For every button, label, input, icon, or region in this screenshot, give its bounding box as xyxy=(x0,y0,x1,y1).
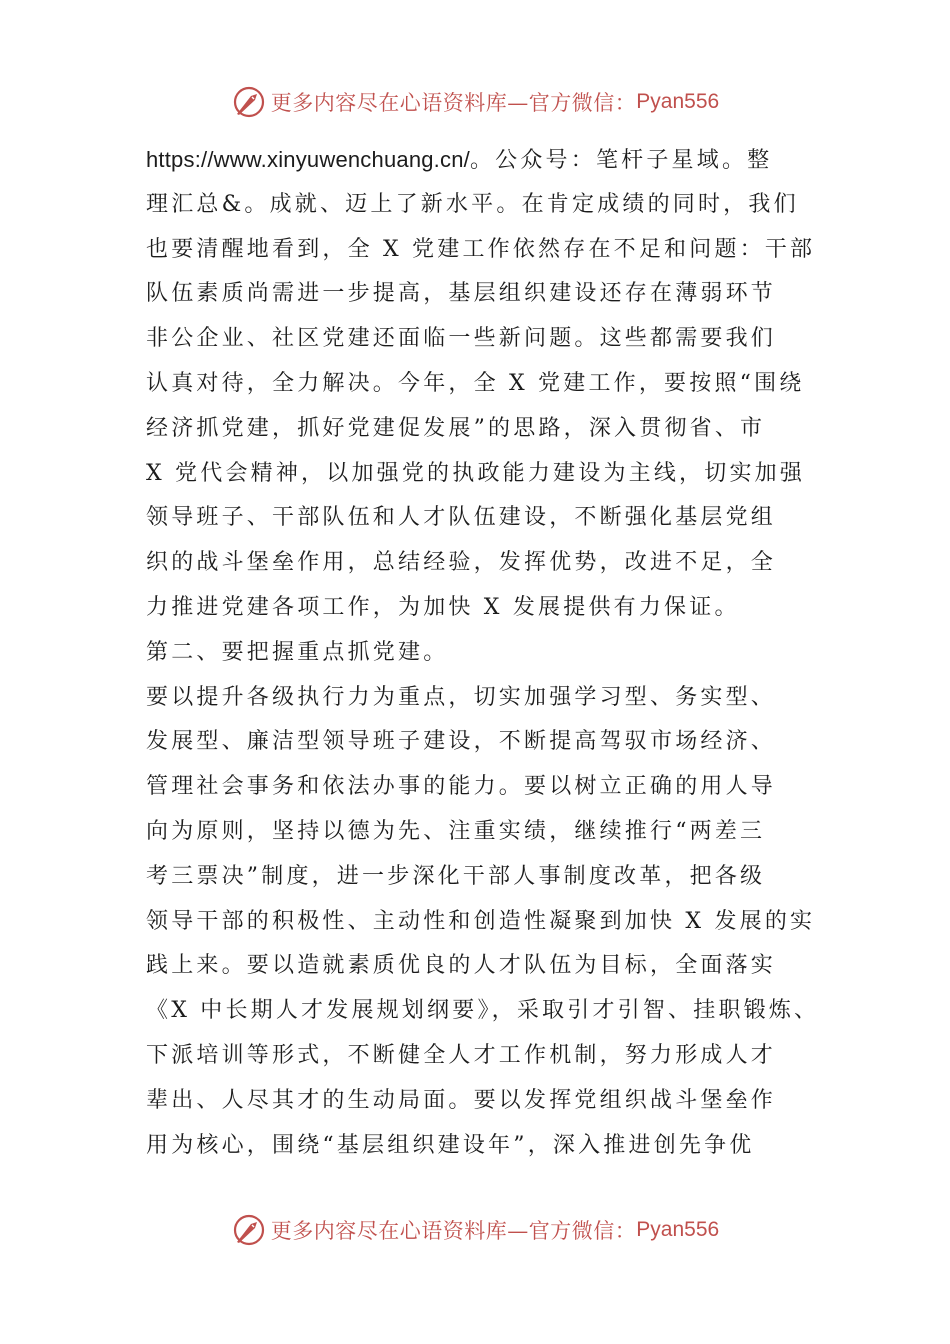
text-line: 向为原则，坚持以德为先、注重实绩，继续推行“两差三 xyxy=(146,818,766,844)
text-line: 践上来。要以造就素质优良的人才队伍为目标，全面落实 xyxy=(146,953,777,979)
website-url: https://www.xinyuwenchuang.cn/ xyxy=(146,147,470,172)
banner-text: 更多内容尽在心语资料库—官方微信： xyxy=(270,91,637,115)
text-line: 要以提升各级执行力为重点，切实加强学习型、务实型、 xyxy=(146,684,777,710)
text-line: 力推进党建各项工作，为加快 X 发展提供有力保证。 xyxy=(146,594,740,620)
footer-banner xyxy=(0,1210,950,1250)
text-line: 下派培训等形式，不断健全人才工作机制，努力形成人才 xyxy=(146,1042,777,1068)
text-line-segment: 。公众号：笔杆子星域。整 xyxy=(469,148,773,173)
banner-wechat-id: Pyan556 xyxy=(636,90,720,113)
pen-nib-logo-icon xyxy=(231,1212,267,1248)
text-line: 领导干部的积极性、主动性和创造性凝聚到加快 X 发展的实 xyxy=(146,908,816,934)
text-line: X 党代会精神，以加强党的执政能力建设为主线，切实加强 xyxy=(146,460,806,486)
text-line: 理汇总&。成就、迈上了新水平。在肯定成绩的同时，我们 xyxy=(146,191,799,217)
banner-wechat-id: Pyan556 xyxy=(636,1218,720,1241)
text-line: 经济抓党建，抓好党建促发展”的思路，深入贯彻省、市 xyxy=(146,415,766,441)
text-line: 也要清醒地看到，全 X 党建工作依然存在不足和问题：干部 xyxy=(146,236,816,262)
text-line: 《X 中长期人才发展规划纲要》，采取引才引智、挂职锻炼、 xyxy=(146,998,820,1024)
text-line: 非公企业、社区党建还面临一些新问题。这些都需要我们 xyxy=(146,326,777,352)
text-line: 队伍素质尚需进一步提高，基层组织建设还存在薄弱环节 xyxy=(146,281,777,307)
text-line xyxy=(146,138,816,183)
text-line: 领导班子、干部队伍和人才队伍建设，不断强化基层党组 xyxy=(146,505,777,531)
text-line: 认真对待，全力解决。今年，全 X 党建工作，要按照“围绕 xyxy=(146,370,805,396)
text-line: 织的战斗堡垒作用，总结经验，发挥优势，改进不足，全 xyxy=(146,550,777,576)
header-banner xyxy=(0,82,950,122)
text-line: 考三票决”制度，进一步深化干部人事制度改革，把各级 xyxy=(146,863,766,889)
body-text xyxy=(146,138,820,1168)
banner-text: 更多内容尽在心语资料库—官方微信： xyxy=(270,1219,637,1243)
text-line: 管理社会事务和依法办事的能力。要以树立正确的用人导 xyxy=(146,774,777,800)
pen-nib-logo-icon xyxy=(231,84,267,120)
text-line: 辈出、人尽其才的生动局面。要以发挥党组织战斗堡垒作 xyxy=(146,1087,777,1113)
text-line: 用为核心，围绕“基层组织建设年”，深入推进创先争优 xyxy=(146,1132,755,1158)
section-heading: 第二、要把握重点抓党建。 xyxy=(146,639,449,665)
text-line: 发展型、廉洁型领导班子建设，不断提高驾驭市场经济、 xyxy=(146,729,777,755)
